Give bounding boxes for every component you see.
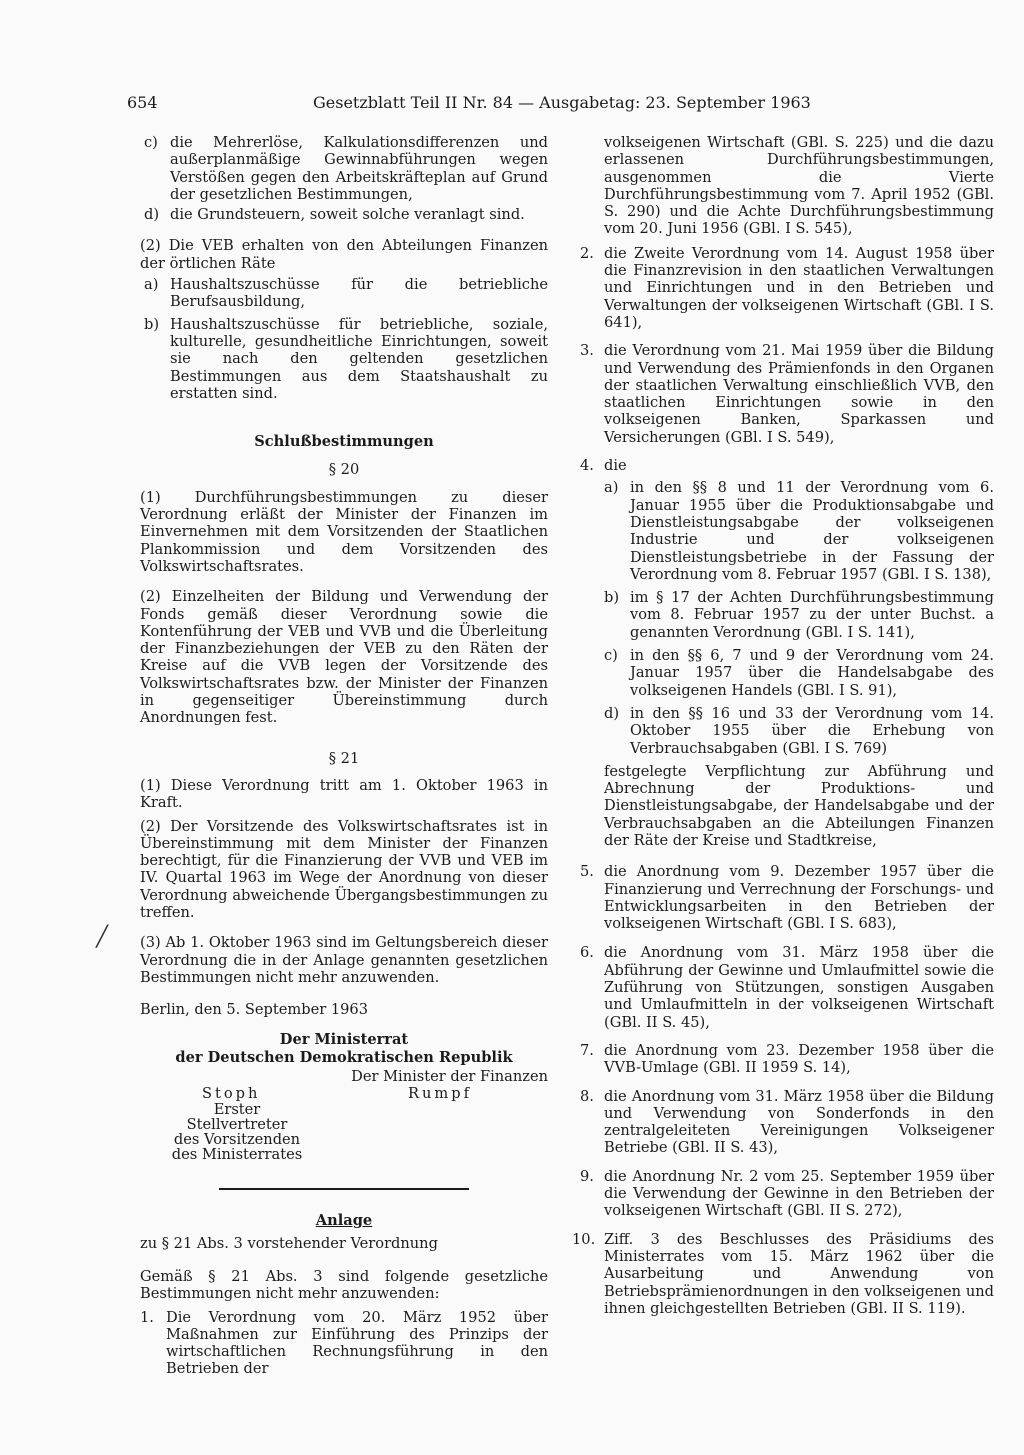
list-item: 4. die (580, 457, 627, 475)
signature-block (140, 1031, 548, 1162)
list-item: c) die Mehrerlöse, Kalkulationsdifferenzen und außerplanmäßige Gewinnabführungen wegen Verstößen gegen den Arbeitskräfteplan auf Grund der gesetzlichen Bestimmungen, (144, 134, 548, 203)
section-heading: Schlußbestimmungen (254, 433, 434, 451)
right-column (572, 134, 994, 1317)
sublist (604, 479, 994, 849)
annex-subtitle: zu § 21 Abs. 3 vorstehender Verordnung (140, 1234, 438, 1252)
list-item: 3. die Verordnung vom 21. Mai 1959 über die Bildung und Verwendung des Prämienfonds in den Organen der staatlichen Verwaltung einschließlich VVB, den staatlichen Einrichtungen sowie in den volkseigenen Banken, Sparkassen und Versicherungen (GBl. I S. 549), (580, 342, 994, 446)
margin-mark: ╱ (96, 924, 109, 948)
left-column (140, 134, 548, 1378)
paragraph: festgelegte Verpflichtung zur Abführung und Abrechnung der Produktions- und Dienstleistungsabgabe, der Handelsabgabe und der Verbrauchsabgaben an die Abteilungen Finanzen der Räte der Kreise und Stadtkreise, (604, 762, 994, 849)
list-item: 5. die Anordnung vom 9. Dezember 1957 über die Finanzierung und Verrechnung der Forschungs- und Entwicklungsarbeiten in den Betrieben der volkseigenen Wirtschaft (GBl. I S. 683), (580, 863, 994, 933)
date-line: Berlin, den 5. September 1963 (140, 1001, 368, 1019)
list-item: 9. die Anordnung Nr. 2 vom 25. September 1959 über die Verwendung der Gewinne in den Betrieben der volkseigenen Wirtschaft (GBl. II S. 272), (580, 1167, 994, 1220)
list-item: 7. die Anordnung vom 23. Dezember 1958 über die VVB-Umlage (GBl. II 1959 S. 14), (580, 1041, 994, 1077)
list-item: d) in den §§ 16 und 33 der Verordnung vom 14. Oktober 1955 über die Erhebung von Verbrauchsabgaben (GBl. I S. 769) (604, 704, 994, 757)
section-number: § 20 (328, 461, 360, 479)
page-header (127, 93, 823, 113)
list-item: d) die Grundsteuern, soweit solche veranlagt sind. (144, 206, 525, 224)
annex-title: Anlage (315, 1212, 373, 1230)
paragraph: (2) Die VEB erhalten von den Abteilungen Finanzen der örtlichen Räte (140, 237, 548, 272)
section-number: § 21 (328, 749, 360, 767)
header-title: Gesetzblatt Teil II Nr. 84 — Ausgabetag: 23. September 1963 (313, 93, 811, 112)
list-item: b) Haushaltszuschüsse für betriebliche, soziale, kulturelle, gesundheitliche Einrichtungen, soweit sie nach den geltenden gesetzlichen Bestimmungen aus dem Staatshaushalt zu erstatten sind. (144, 315, 548, 402)
list-item: 2. die Zweite Verordnung vom 14. August 1958 über die Finanzrevision in den staatlichen Verwaltungen und Einrichtungen und in den Betrieben und Verwaltungen der volkseigenen Wirtschaft (GBl. I S. 641), (580, 244, 994, 331)
page-number: 654 (127, 93, 158, 112)
list-item: c) in den §§ 6, 7 und 9 der Verordnung vom 24. Januar 1957 über die Handelsabgabe des volkseigenen Handels (GBl. I S. 91), (604, 647, 994, 699)
divider (219, 1188, 469, 1190)
list-item: a) Haushaltszuschüsse für die betriebliche Berufsausbildung, (144, 276, 548, 311)
paragraph: (3) Ab 1. Oktober 1963 sind im Geltungsbereich dieser Verordnung die in der Anlage genannten gesetzlichen Bestimmungen nicht mehr anzuwenden. (140, 934, 548, 986)
signature-name: Rumpf (408, 1085, 472, 1103)
list-item: 10. Ziff. 3 des Beschlusses des Präsidiums des Ministerrates vom 15. März 1962 über die Ausarbeitung und Anwendung von Betriebsprämienordnungen in den volkseigenen und ihnen gleichgestellten Betrieben (GBl. II S. 119). (572, 1230, 994, 1317)
signature-role: Erster Stellvertreter des Vorsitzenden des Ministerrates (171, 1101, 303, 1164)
list-item: a) in den §§ 8 und 11 der Verordnung vom 6. Januar 1955 über die Produktionsabgabe und Dienstleistungsabgabe der volkseigenen Industrie und der volkseigenen Dienstleistungsbetriebe in der Fassung der Verordnung vom 8. Februar 1957 (GBl. I S. 138), (604, 479, 994, 583)
list-item: b) im § 17 der Achten Durchführungsbestimmung vom 8. Februar 1957 zu der unter Buchst. a genannten Verordnung (GBl. I S. 141), (604, 589, 994, 641)
paragraph: (1) Durchführungsbestimmungen zu dieser Verordnung erläßt der Minister der Finanzen im Einvernehmen mit dem Vorsitzenden der Staatlichen Plankommission und dem Vorsitzenden des Volkswirtschaftsrates. (140, 488, 548, 575)
paragraph: volkseigenen Wirtschaft (GBl. S. 225) und die dazu erlassenen Durchführungsbestimmungen, ausgenommen die Vierte Durchführungsbestimmung vom 7. April 1952 (GBl. S. 290) und die Achte Durchführungsbestimmung vom 20. Juni 1956 (GBl. I S. 545), (604, 134, 994, 238)
paragraph: Gemäß § 21 Abs. 3 sind folgende gesetzliche Bestimmungen nicht mehr anzuwenden: (140, 1267, 548, 1303)
signature-org: Der Ministerrat (279, 1031, 409, 1049)
list-item: 1. Die Verordnung vom 20. März 1952 über Maßnahmen zur Einführung des Prinzips der wirtschaftlichen Rechnungsführung in den Betrieben der (140, 1308, 548, 1378)
paragraph: (1) Diese Verordnung tritt am 1. Oktober 1963 in Kraft. (140, 776, 548, 812)
paragraph: (2) Der Vorsitzende des Volkswirtschaftsrates ist in Übereinstimmung mit dem Minister der Finanzen berechtigt, für die Finanzierung der VVB und VEB im IV. Quartal 1963 im Wege der Anordnung von dieser Verordnung abweichende Übergangsbestimmungen zu treffen. (140, 817, 548, 921)
list-item: 8. die Anordnung vom 31. März 1958 über die Bildung und Verwendung von Sonderfonds in den zentralgeleiteten Vereinigungen Volkseigener Betriebe (GBl. II S. 43), (580, 1087, 994, 1157)
signature-title: Der Minister der Finanzen (351, 1068, 548, 1086)
signature-name: Stoph (202, 1085, 261, 1103)
paragraph: (2) Einzelheiten der Bildung und Verwendung der Fonds gemäß dieser Verordnung sowie die Kontenführung der VEB und VVB und die Überleitung der Finanzbeziehungen der VEB zu den Räten der Kreise auf die VVB legen der Vorsitzende des Volkswirtschaftsrates bzw. der Minister der Finanzen in gegenseitiger Übereinstimmung durch Anordnungen fest. (140, 588, 548, 727)
list-item: 6. die Anordnung vom 31. März 1958 über die Abführung der Gewinne und Umlaufmittel sowie die Zuführung von Stützungen, sonstigen Ausgaben und Umlaufmitteln in der volkseigenen Wirtschaft (GBl. II S. 45), (580, 944, 994, 1031)
signature-org: der Deutschen Demokratischen Republik (175, 1048, 513, 1066)
